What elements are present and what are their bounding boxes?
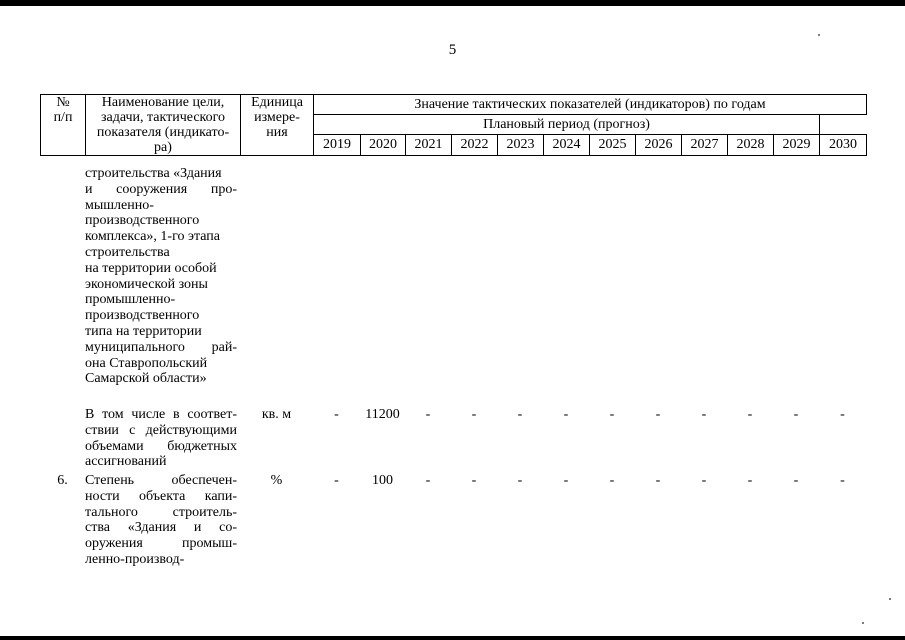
text-line: типа на территории — [85, 323, 202, 339]
value-cell: - — [563, 473, 569, 488]
header-year: 2028 — [728, 134, 774, 155]
value-cell: - — [655, 473, 661, 488]
header-col-number: № п/п — [41, 95, 86, 156]
value-cell: - — [517, 407, 523, 422]
header-col-name: Наименование цели, задачи, тактического показателя (индикато- ра) — [86, 95, 241, 156]
value-cell: - — [425, 407, 431, 422]
bottom-border — [0, 636, 905, 640]
text-line: и сооружения про- — [85, 181, 237, 197]
text-line: комплекса», 1-го этапа — [85, 229, 221, 245]
text-line: на территории особой — [85, 260, 217, 276]
value-cell: - — [334, 407, 339, 422]
header-subgroup-title: Плановый период (прогноз) — [314, 114, 820, 134]
scan-speck — [818, 34, 820, 36]
value-cell: - — [747, 407, 753, 422]
continuation-text — [85, 166, 237, 387]
value-cell: - — [793, 473, 799, 488]
top-border — [0, 0, 905, 6]
text-line: строительства — [85, 244, 170, 260]
page-number: 5 — [448, 42, 457, 58]
header-year: 2030 — [820, 134, 867, 155]
value-cell: - — [793, 407, 799, 422]
header-year: 2027 — [682, 134, 728, 155]
header-year: 2029 — [774, 134, 820, 155]
header-year: 2021 — [406, 134, 452, 155]
text-line: экономической зоны — [85, 276, 208, 292]
value-cell: - — [840, 473, 845, 488]
row-2-number: 6. — [57, 473, 68, 488]
value-cell: - — [425, 473, 431, 488]
value-cell: 100 — [372, 473, 393, 488]
text-line: производственного — [85, 213, 200, 229]
value-cell: - — [334, 473, 339, 488]
header-year: 2019 — [314, 134, 361, 155]
table-header — [40, 94, 867, 156]
header-year: 2020 — [361, 134, 406, 155]
header-year: 2023 — [498, 134, 544, 155]
text-line: мышленно- — [85, 197, 154, 213]
value-cell: - — [747, 473, 753, 488]
text-line: промышленно- — [85, 292, 176, 308]
scan-speck — [862, 622, 864, 624]
header-year: 2026 — [636, 134, 682, 155]
value-cell: - — [471, 473, 477, 488]
header-year: 2022 — [452, 134, 498, 155]
text-line: она Ставропольский — [85, 355, 208, 371]
row-2-name: Степень обеспечен- ности объекта капи- тального строитель- ства «Здания и со- оружения промыш- ленно-производ- — [85, 473, 237, 567]
row-1-name: В том числе в соответ- ствии с действующими объемами бюджетных ассигнований — [85, 407, 237, 470]
header-col-unit: Единица измере- ния — [241, 95, 314, 156]
value-cell: - — [471, 407, 477, 422]
value-cell: - — [517, 473, 523, 488]
header-year: 2025 — [590, 134, 636, 155]
row-1-unit: кв. м — [261, 407, 292, 422]
value-cell: - — [701, 473, 707, 488]
row-2-unit: % — [270, 473, 283, 488]
value-cell: 11200 — [365, 407, 400, 422]
header-year: 2024 — [544, 134, 590, 155]
text-line: Самарской области» — [85, 371, 207, 387]
value-cell: - — [609, 407, 615, 422]
value-cell: - — [840, 407, 845, 422]
header-group-title: Значение тактических показателей (индикаторов) по годам — [314, 95, 867, 115]
value-cell: - — [701, 407, 707, 422]
value-cell: - — [655, 407, 661, 422]
text-line: строительства «Здания — [85, 166, 222, 181]
value-cell: - — [563, 407, 569, 422]
text-line: производственного — [85, 308, 200, 324]
value-cell: - — [609, 473, 615, 488]
text-line: муниципального рай- — [85, 339, 237, 355]
scan-speck — [889, 598, 891, 600]
